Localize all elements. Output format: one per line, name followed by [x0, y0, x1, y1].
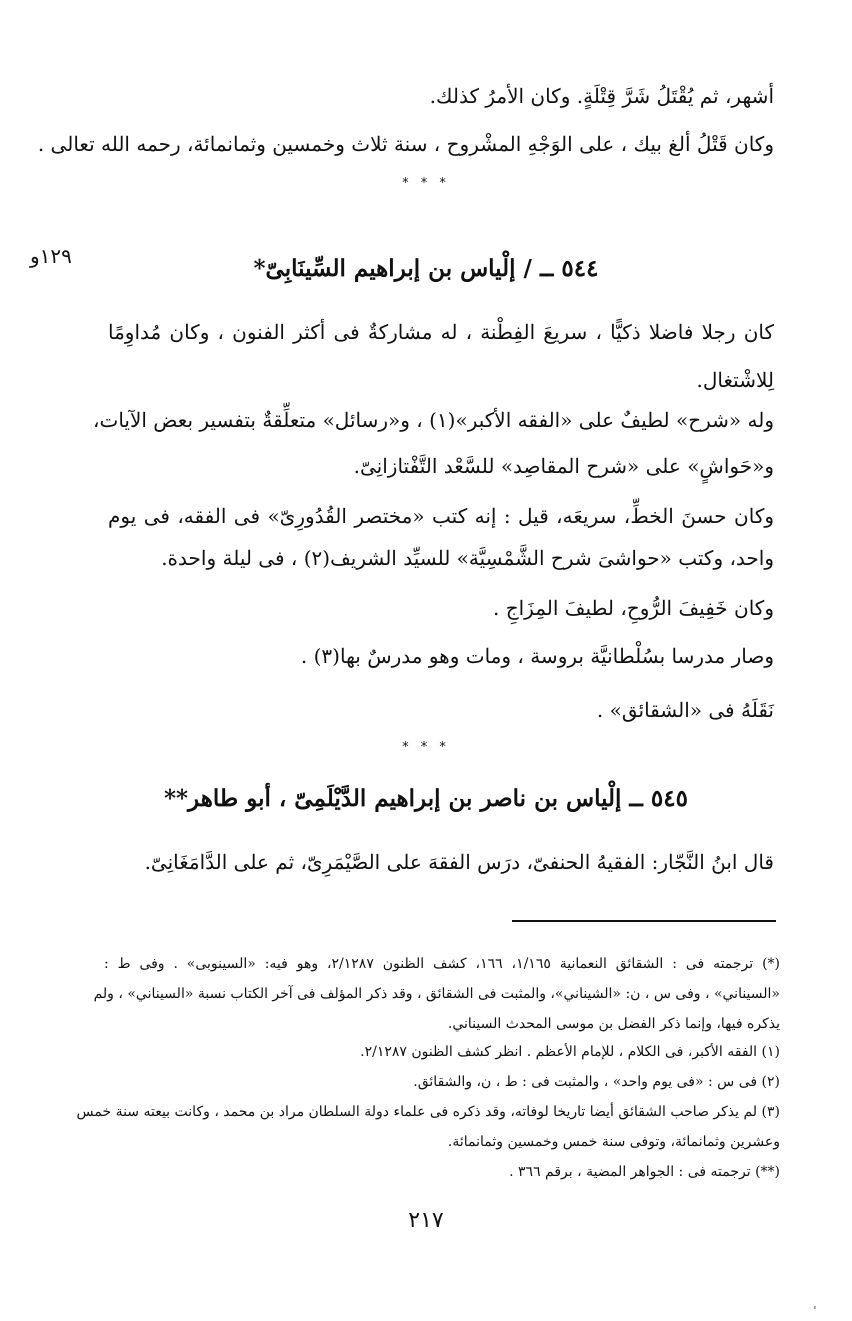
footnote-star-line-3: يذكره فيها، وإنما ذكر الفضل بن موسى المحدث السيناني.: [447, 1016, 780, 1032]
entry-544-paragraph-2-line-2: و«حَواشٍ» على «شرح المقاصِد» للسَّعْد التَّفْتازانِىّ.: [353, 454, 774, 478]
entry-545-heading: ٥٤٥ ــ إلْياس بن ناصر بن إبراهيم الدَّيْلَمِىّ ، أبو طاهر**: [164, 785, 688, 812]
footnote-star-line-2: «السيناني» ، وفى س ، ن: «الشيناني»، والمثبت فى الشقائق ، وقد ذكر المؤلف فى آخر الكتاب نسبة «السيناني» ، ولم: [93, 986, 780, 1002]
footnote-star-line-1: (*) ترجمته فى : الشقائق النعمانية ١/١٦٥، ١٦٦، كشف الظنون ٢/١٢٨٧، وهو فيه: «السينوبى» . وفى ط :: [104, 956, 780, 972]
footnote-double-star: (**) ترجمته فى : الجواهر المضية ، برقم ٣٦٦ .: [509, 1164, 780, 1180]
entry-544-paragraph-3-line-2: واحد، وكتب «حواشىَ شرح الشَّمْسِيَّة» للسيِّد الشريف(٢) ، فى ليلة واحدة.: [161, 546, 774, 570]
entry-545-paragraph-1: قال ابنُ النَّجّار: الفقيهُ الحنفىّ، درَس الفقهَ على الصَّيْمَرِىّ، ثم على الدَّامَغَانِىّ.: [144, 850, 774, 874]
entry-544-paragraph-1-line-1: كان رجلا فاضلا ذكيًّا ، سريعَ الفِطْنة ، له مشاركةٌ فى أكثر الفنون ، وكان مُداوِمًا: [108, 320, 774, 344]
footnote-3-line-2: وعشرين وثمانمائة، وتوفى سنة خمس وخمسين وثمانمائة.: [447, 1134, 780, 1150]
page-number: ٢١٧: [408, 1208, 444, 1233]
entry-544-paragraph-2-line-1: وله «شرح» لطيفٌ على «الفقه الأكبر»(١) ، و«رسائل» متعلِّقةٌ بتفسير بعض الآيات،: [93, 408, 774, 432]
top-text-line-2: وكان قَتْلُ ألغ بيك ، على الوَجْهِ المشْروح ، سنة ثلاث وخمسين وثمانمائة، رحمه الله تعالى .: [37, 132, 774, 156]
footnote-3-line-1: (٣) لم يذكر صاحب الشقائق أيضا تاريخا لوفاته، وقد ذكره فى علماء دولة السلطان مراد بن محمد ، وكانت بيعته سنة خمس: [76, 1104, 780, 1120]
entry-544-paragraph-4: وكان خَفِيفَ الرُّوحِ، لطيفَ المِزَاجِ .: [493, 596, 774, 620]
top-text-line-1: أشهر، ثم يُقْتَلُ شَرَّ قِتْلَةٍ. وكان الأمرُ كذلك.: [429, 84, 774, 108]
margin-folio-number: ١٢٩و: [30, 244, 72, 268]
footnote-divider: [512, 920, 776, 922]
entry-544-paragraph-3-line-1: وكان حسنَ الخطِّ، سريعَه، قيل : إنه كتب «مختصر القُدُورِىّ» فى الفقه، فى يوم: [108, 504, 774, 528]
entry-544-paragraph-1-line-2: لِلاشْتغال.: [696, 368, 774, 392]
entry-544-paragraph-6: نَقَلَهُ فى «الشقائق» .: [596, 698, 774, 722]
footnote-1: (١) الفقه الأكبر، فى الكلام ، للإمام الأعظم . انظر كشف الظنون ٢/١٢٨٧.: [360, 1044, 780, 1060]
entry-544-paragraph-5: وصار مدرسا بسُلْطانيَّة بروسة ، ومات وهو مدرسٌ بها(٣) .: [300, 644, 774, 668]
entry-544-heading: ٥٤٤ ــ / إلْياس بن إبراهيم السِّينَابِىّ*: [253, 255, 599, 282]
footnote-2: (٢) فى س : «فى يوم واحد» ، والمثبت فى : ط ، ن، والشقائق.: [413, 1074, 780, 1090]
section-separator-2: * * *: [402, 740, 450, 755]
section-separator: * * *: [402, 176, 450, 191]
